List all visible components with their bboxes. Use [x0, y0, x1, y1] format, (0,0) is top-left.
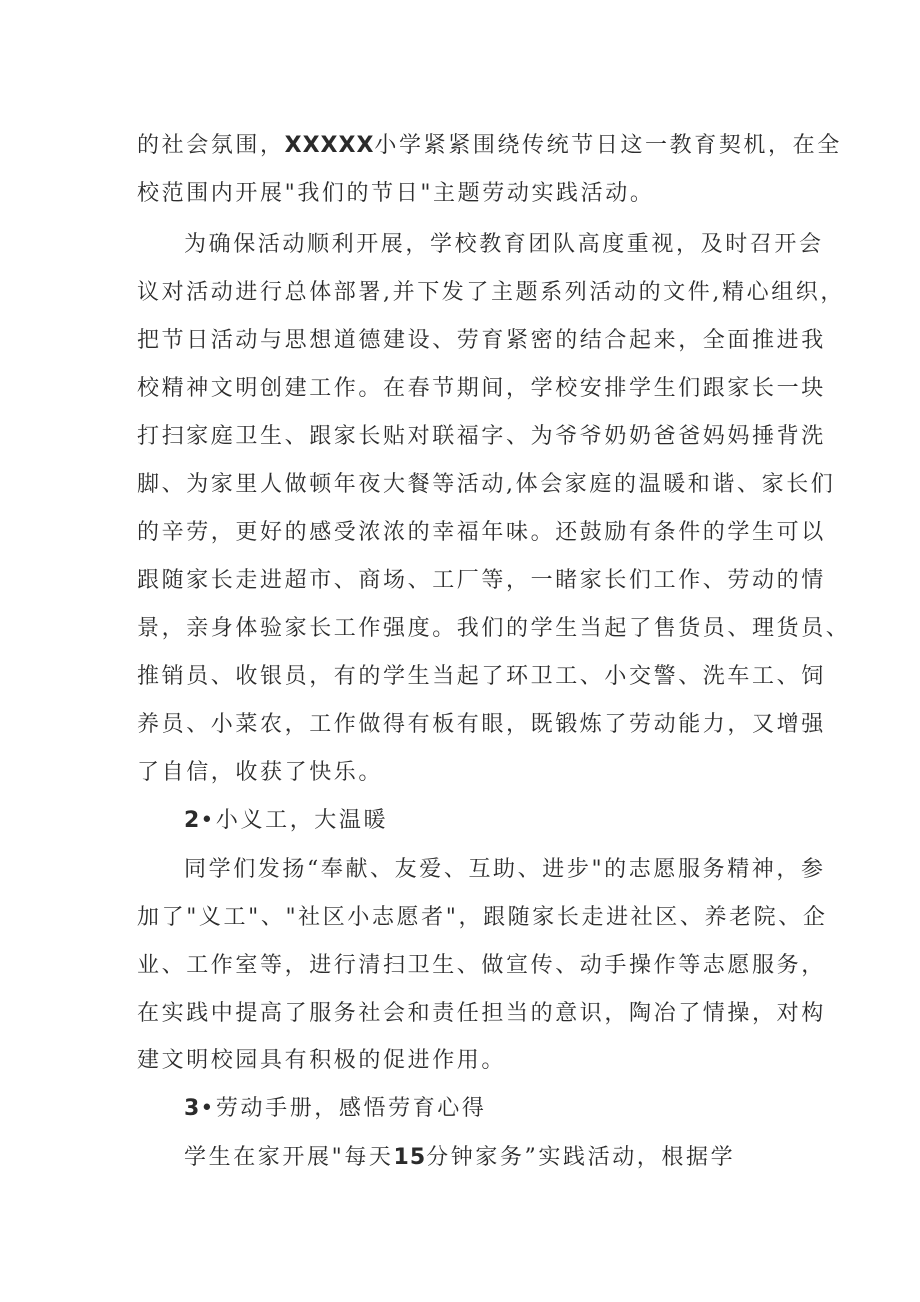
paragraph-3-line-2: 加了"义工"、"社区小志愿者"，跟随家长走进社区、养老院、企: [137, 905, 828, 930]
section-title: •劳动手册，感悟劳育心得: [200, 1096, 487, 1121]
paragraph-2-line-6: 脚、为家里人做顿年夜大餐等活动,体会家庭的温暖和谐、家长们: [137, 472, 836, 497]
paragraph-2-line-11: 养员、小菜农，工作做得有板有眼，既锻炼了劳动能力，又增强: [137, 712, 826, 737]
paragraph-3-line-1: 同学们发扬“奉献、友爱、互助、进步"的志愿服务精神，参: [184, 857, 826, 882]
paragraph-3-line-3: 业、工作室等，进行清扫卫生、做宣传、动手操作等志愿服务，: [137, 953, 826, 978]
paragraph-3-line-4: 在实践中提高了服务社会和责任担当的意识，陶冶了情操，对构: [137, 1001, 826, 1026]
paragraph-2-line-1: 为确保活动顺利开展，学校教育团队高度重视，及时召开会: [184, 232, 824, 257]
text-segment: 分钟家务”实践活动，根据学: [426, 1145, 736, 1170]
section-heading-3: [184, 1094, 487, 1124]
paragraph-4-line-1: [184, 1143, 735, 1173]
paragraph-2-line-8: 跟随家长走进超市、商场、工厂等，一睹家长们工作、劳动的情: [137, 568, 826, 593]
school-name-placeholder: XXXXX: [284, 133, 375, 158]
paragraph-2-line-7: 的辛劳，更好的感受浓浓的幸福年味。还鼓励有条件的学生可以: [137, 520, 826, 545]
text-segment: 的社会氛围，: [137, 133, 285, 158]
paragraph-2-line-12: 了自信，收获了快乐。: [137, 760, 384, 785]
section-number: 2: [184, 808, 201, 833]
section-number: 3: [184, 1096, 201, 1121]
paragraph-2-line-10: 推销员、收银员，有的学生当起了环卫工、小交警、洗车工、饲: [137, 664, 826, 689]
minutes-number: 15: [393, 1145, 427, 1170]
paragraph-1-line-1: [137, 131, 842, 161]
paragraph-1-line-2: 校范围内开展"我们的节日"主题劳动实践活动。: [137, 181, 655, 206]
paragraph-2-line-5: 打扫家庭卫生、跟家长贴对联福字、为爷爷奶奶爸爸妈妈捶背洗: [137, 424, 826, 449]
section-title: •小义工，大温暖: [200, 808, 389, 833]
paragraph-2-line-9: 景，亲身体验家长工作强度。我们的学生当起了售货员、理货员、: [137, 616, 851, 641]
paragraph-3-line-5: 建文明校园具有积极的促进作用。: [137, 1048, 507, 1073]
section-heading-2: [184, 806, 388, 836]
paragraph-2-line-4: 校精神文明创建工作。在春节期间，学校安排学生们跟家长一块: [137, 376, 826, 401]
text-segment: 小学紧紧围绕传统节日这一教育契机，在全: [374, 133, 842, 158]
paragraph-2-line-3: 把节日活动与思想道德建设、劳育紧密的结合起来，全面推进我: [137, 328, 826, 353]
paragraph-2-line-2: 议对活动进行总体部署,并下发了主题系列活动的文件,精心组织，: [137, 280, 845, 305]
text-segment: 学生在家开展"每天: [184, 1145, 394, 1170]
